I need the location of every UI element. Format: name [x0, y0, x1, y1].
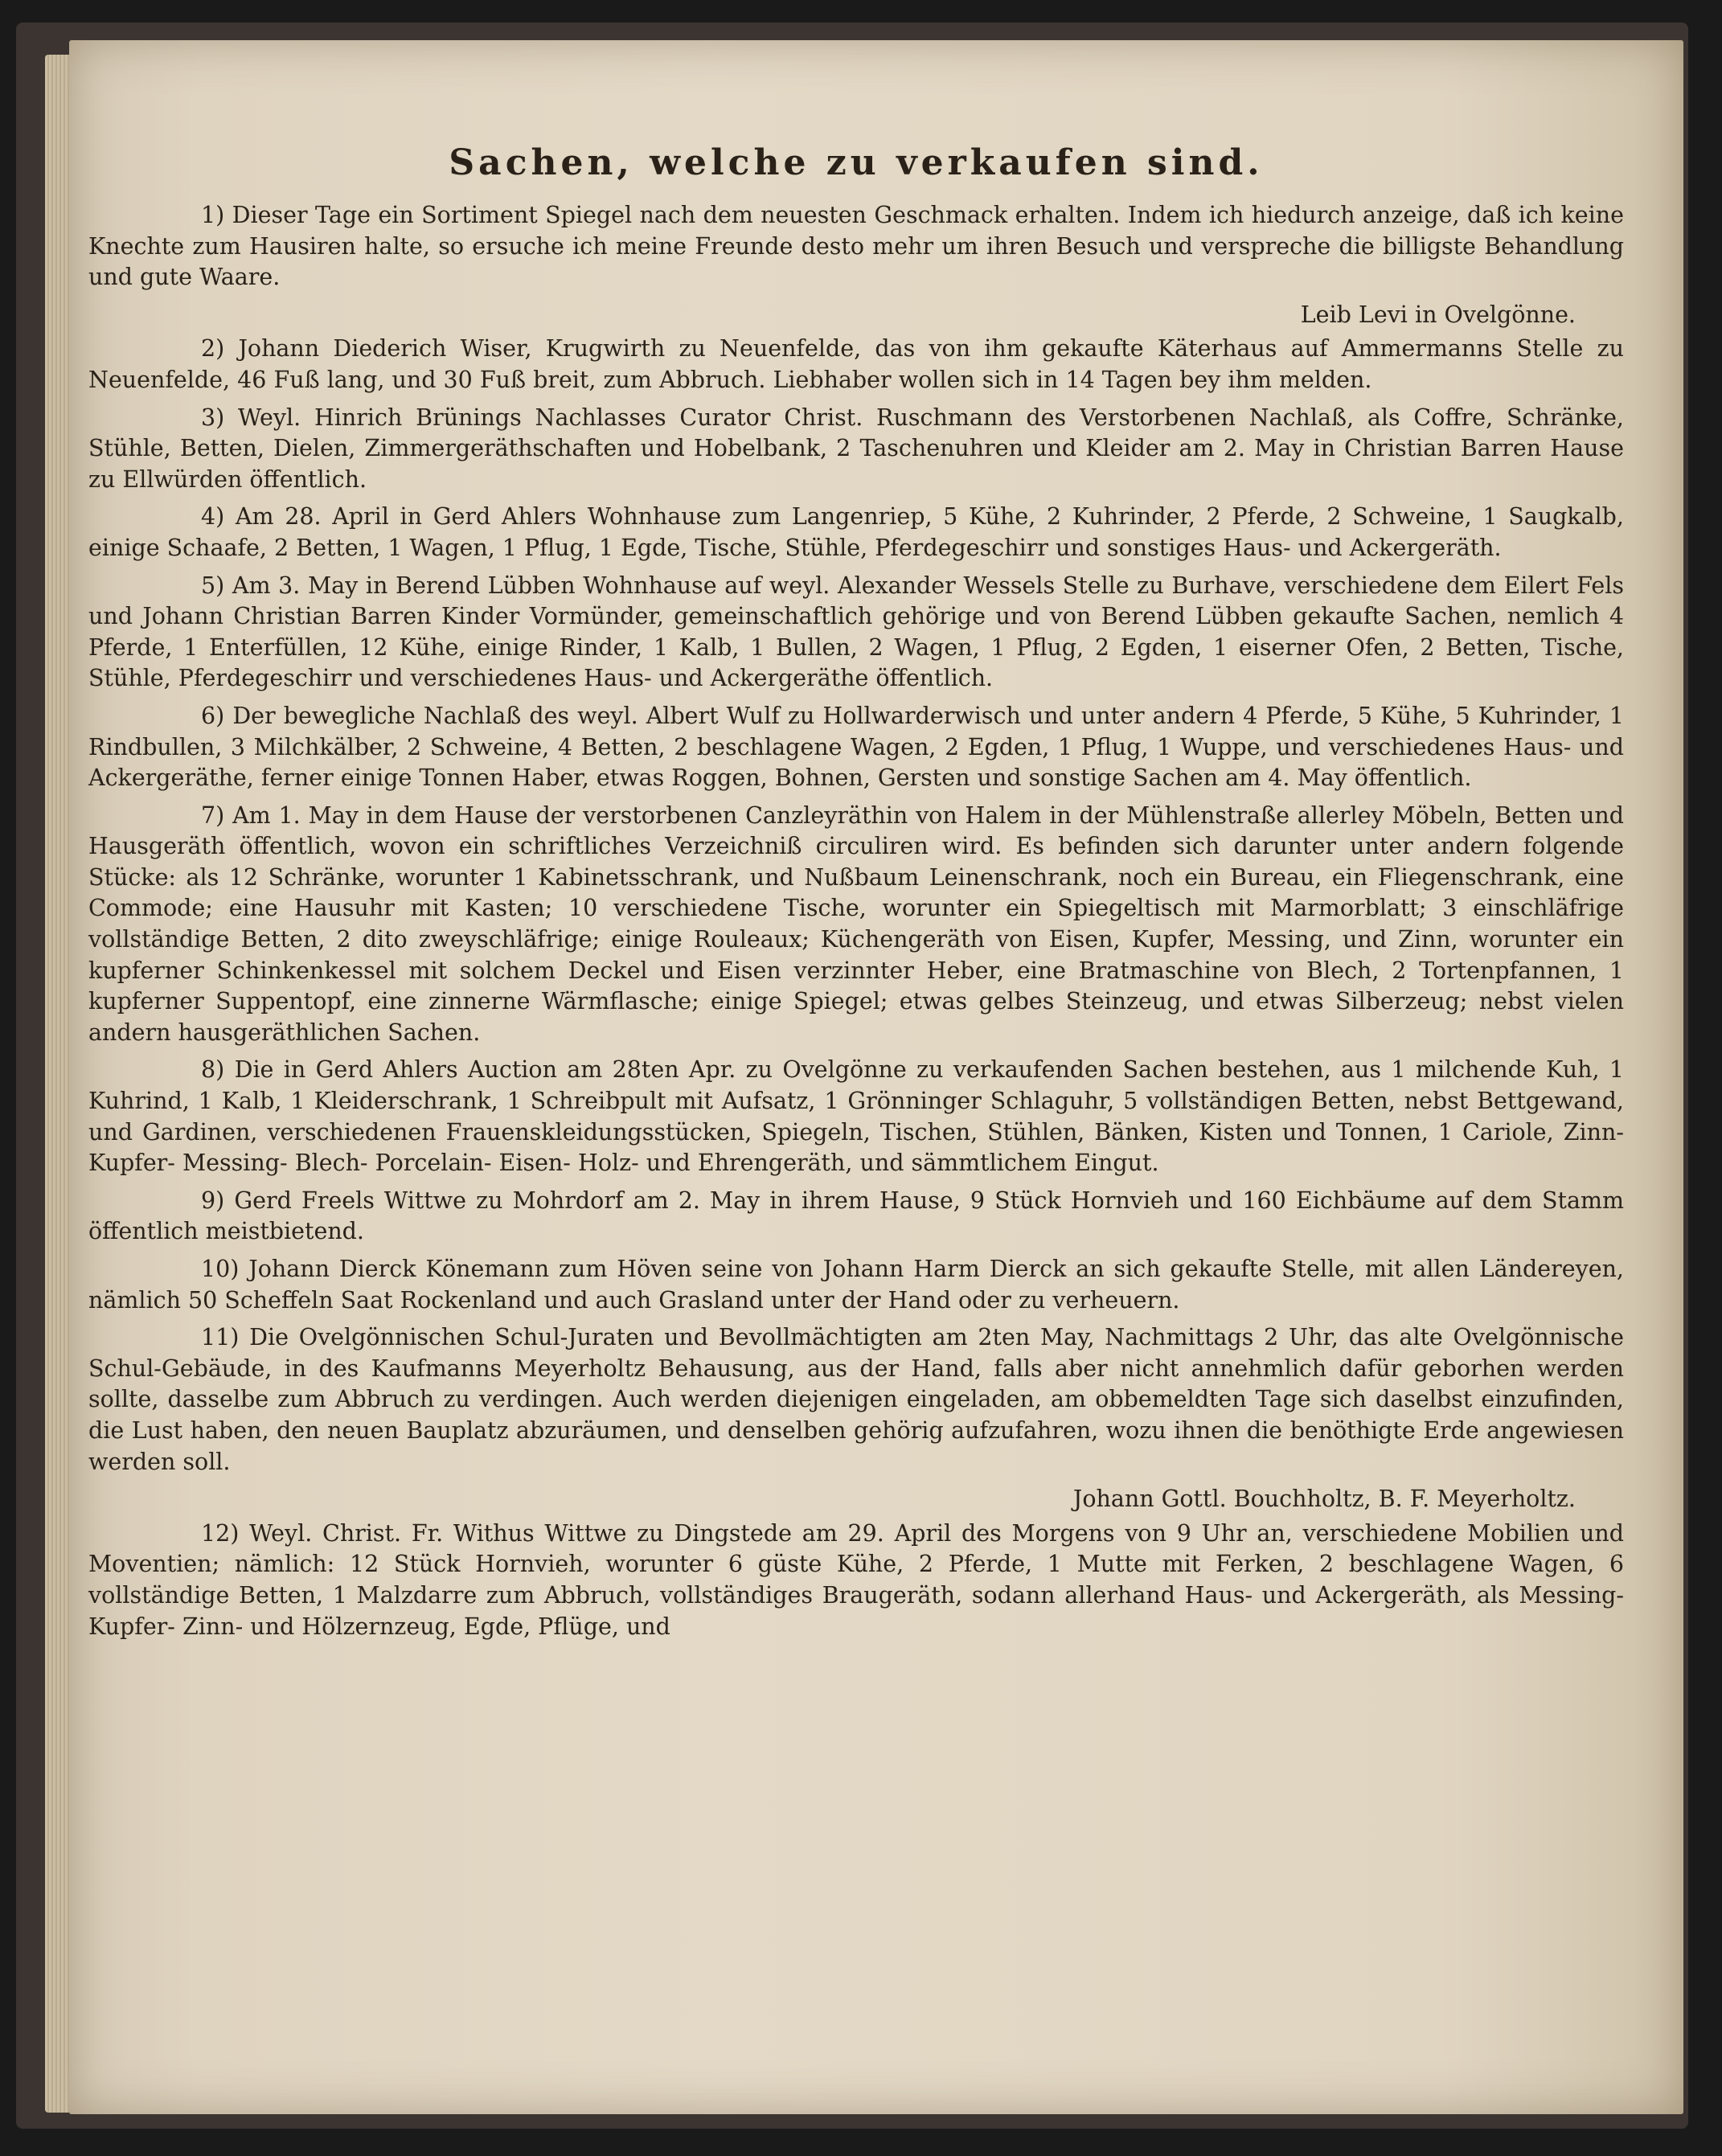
listing-5: 5) Am 3. May in Berend Lübben Wohnhause auf weyl. Alexander Wessels Stelle zu Burhave, verschiedene dem Eilert Fels und Johann Christian Barren Kinder Vormünder, gemeinschaftlich gehörige und von Berend Lübben gekaufte Sachen, nemlich 4 Pferde, 1 Enterfüllen, 12 Kühe, einige Rinder, 1 Kalb, 1 Bullen, 2 Wagen, 1 Pflug, 2 Egden, 1 eiserner Ofen, 2 Betten, Tische, Stühle, Pferdegeschirr und verschiedenes Haus- und Ackergeräthe öffentlich.	[88, 572, 1624, 692]
page-edges	[45, 55, 69, 2113]
listing-3: 3) Weyl. Hinrich Brünings Nachlasses Curator Christ. Ruschmann des Verstorbenen Nachlaß, als Coffre, Schränke, Stühle, Betten, Dielen, Zimmergeräthschaften und Hobelbank, 2 Taschenuhren und Kleider am 2. May in Christian Barren Hause zu Ellwürden öffentlich.	[88, 404, 1624, 493]
listing-7: 7) Am 1. May in dem Hause der verstorbenen Canzleyräthin von Halem in der Mühlenstraße allerley Möbeln, Betten und Hausgeräth öffentlich, wovon ein schriftliches Verzeichniß circuliren wird. Es befinden sich darunter unter andern folgende Stücke: als 12 Schränke, worunter 1 Kabinetsschrank, und Nußbaum Leinenschrank, noch ein Bureau, ein Fliegenschrank, eine Commode; eine Hausuhr mit Kasten; 10 verschiedene Tische, worunter ein Spiegeltisch mit Marmorblatt; 3 einschläfrige vollständige Betten, 2 dito zweyschläfrige; einige Rouleaux; Küchengeräth von Eisen, Kupfer, Messing, und Zinn, worunter ein kupferner Schinkenkessel mit solchem Deckel und Eisen verzinnter Heber, eine Bratmaschine von Blech, 2 Tortenpfannen, 1 kupferner Suppentopf, eine zinnerne Wärmflasche; einige Spiegel; etwas gelbes Steinzeug, und etwas Silberzeug; nebst vielen andern hausgeräthlichen Sachen.	[88, 801, 1624, 1046]
listing-11: 11) Die Ovelgönnischen Schul-Juraten und Bevollmächtigten am 2ten May, Nachmittags 2 Uhr, das alte Ovelgönnische Schul-Gebäude, in des Kaufmanns Meyerholtz Behausung, aus der Hand, falls aber nicht annehmlich dafür geborhen werden sollte, dasselbe zum Abbruch zu verdingen. Auch werden diejenigen eingeladen, am obbemeldten Tage sich daselbst einzufinden, die Lust haben, den neuen Bauplatz abzuräumen, und denselben gehörig aufzufahren, wozu ihnen die benöthigte Erde angewiesen werden soll.	[88, 1324, 1624, 1475]
listing-9: 9) Gerd Freels Wittwe zu Mohrdorf am 2. May in ihrem Hause, 9 Stück Hornvieh und 160 Eichbäume auf dem Stamm öffentlich meistbietend.	[88, 1187, 1624, 1245]
listing-11-signature: Johann Gottl. Bouchholtz, B. F. Meyerholtz.	[1072, 1486, 1576, 1513]
page-text	[88, 141, 1624, 1649]
listing-1: 1) Dieser Tage ein Sortiment Spiegel nach dem neuesten Geschmack erhalten. Indem ich hiedurch anzeige, daß ich keine Knechte zum Hausiren halte, so ersuche ich meine Freunde desto mehr um ihren Besuch und verspreche die billigste Behandlung und gute Waare.	[88, 202, 1624, 291]
listing-10: 10) Johann Dierck Könemann zum Höven seine von Johann Harm Dierck an sich gekaufte Stelle, mit allen Ländereyen, nämlich 50 Scheffeln Saat Rockenland und auch Grasland unter der Hand oder zu verheuern.	[88, 1256, 1624, 1314]
listing-2: 2) Johann Diederich Wiser, Krugwirth zu Neuenfelde, das von ihm gekaufte Käterhaus auf Ammermanns Stelle zu Neuenfelde, 46 Fuß lang, und 30 Fuß breit, zum Abbruch. Liebhaber wollen sich in 14 Tagen bey ihm melden.	[88, 335, 1624, 393]
listing-8: 8) Die in Gerd Ahlers Auction am 28ten Apr. zu Ovelgönne zu verkaufenden Sachen bestehen, aus 1 milchende Kuh, 1 Kuhrind, 1 Kalb, 1 Kleiderschrank, 1 Schreibpult mit Aufsatz, 1 Grönninger Schlaguhr, 5 vollständigen Betten, nebst Bettgewand, und Gardinen, verschiedenen Frauenskleidungsstücken, Spiegeln, Tischen, Stühlen, Bänken, Kisten und Tonnen, 1 Cariole, Zinn- Kupfer- Messing- Blech- Porcelain- Eisen- Holz- und Ehrengeräth, und sämmtlichem Eingut.	[88, 1056, 1624, 1177]
listing-12: 12) Weyl. Christ. Fr. Withus Wittwe zu Dingstede am 29. April des Morgens von 9 Uhr an, verschiedene Mobilien und Moventien; nämlich: 12 Stück Hornvieh, worunter 6 güste Kühe, 2 Pferde, 1 Mutte mit Ferken, 2 beschlagene Wagen, 6 vollständige Betten, 1 Malzdarre zum Abbruch, vollständiges Braugeräth, sodann allerhand Haus- und Ackergeräth, als Messing- Kupfer- Zinn- und Hölzernzeug, Egde, Pflüge, und	[88, 1519, 1624, 1640]
page-heading: Sachen, welche zu verkaufen sind.	[449, 142, 1264, 183]
listing-6: 6) Der bewegliche Nachlaß des weyl. Albert Wulf zu Hollwarderwisch und unter andern 4 Pferde, 5 Kühe, 5 Kuhrinder, 1 Rindbullen, 3 Milchkälber, 2 Schweine, 4 Betten, 2 beschlagene Wagen, 2 Egden, 1 Pflug, 1 Wuppe, und verschiedenes Haus- und Ackergeräthe, ferner einige Tonnen Haber, etwas Roggen, Bohnen, Gersten und sonstige Sachen am 4. May öffentlich.	[88, 702, 1624, 792]
listing-4: 4) Am 28. April in Gerd Ahlers Wohnhause zum Langenriep, 5 Kühe, 2 Kuhrinder, 2 Pferde, 2 Schweine, 1 Saugkalb, einige Schaafe, 2 Betten, 1 Wagen, 1 Pflug, 1 Egde, Tische, Stühle, Pferdegeschirr und sonstiges Haus- und Ackergeräth.	[88, 503, 1624, 561]
listing-1-signature: Leib Levi in Ovelgönne.	[1300, 301, 1576, 328]
